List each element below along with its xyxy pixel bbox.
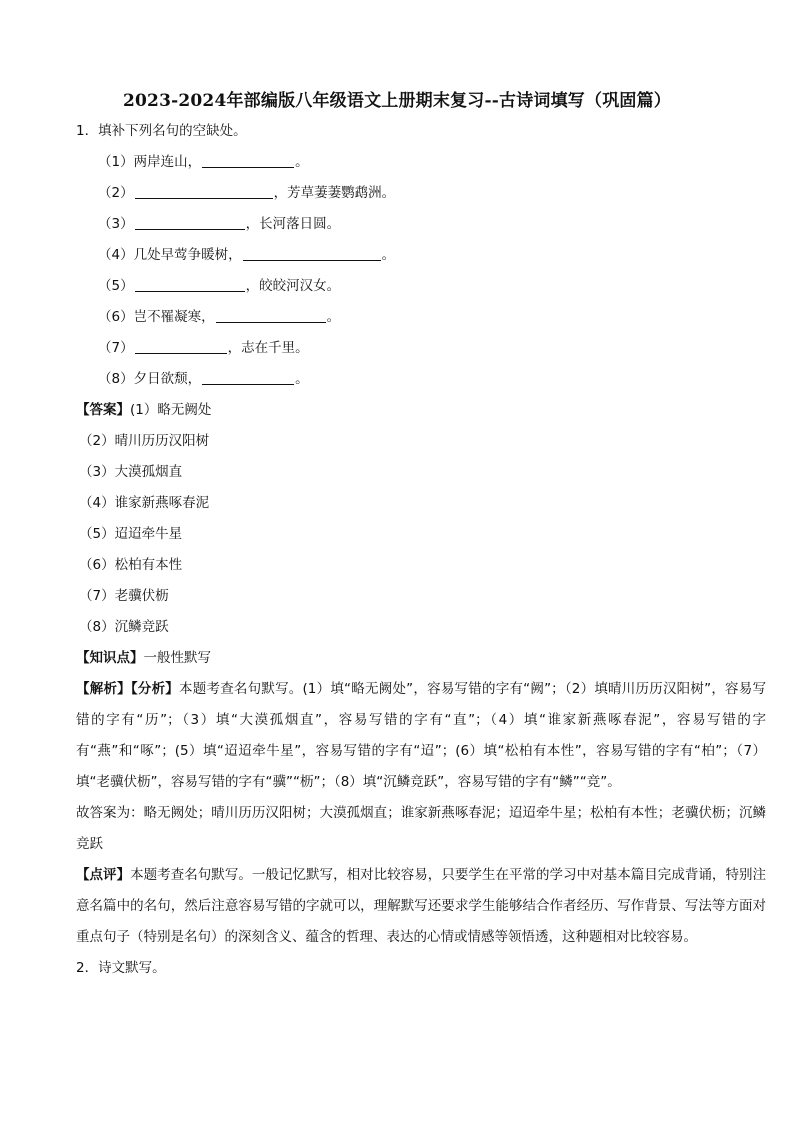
knowledge-label: 【知识点】 <box>76 650 144 666</box>
answer-item-8: （8）沉鳞竞跃 <box>79 619 169 635</box>
knowledge-point <box>76 643 766 674</box>
question-2-stem: 2．诗文默写。 <box>76 960 166 976</box>
fill-blank <box>135 276 245 292</box>
item-text-after: 。 <box>381 247 396 263</box>
question-1-item-8 <box>76 364 766 395</box>
item-number: （7） <box>98 340 134 356</box>
item-text-after: ，皎皎河汉女。 <box>245 278 341 294</box>
question-1-item-5 <box>76 271 766 302</box>
question-1-item-7 <box>76 333 766 364</box>
answer-item-6: （6）松柏有本性 <box>79 557 183 573</box>
fill-blank <box>243 245 381 261</box>
question-1-stem: 1．填补下列名句的空缺处。 <box>76 123 247 139</box>
question-1-item-6 <box>76 302 766 333</box>
answer-item-5: （5）迢迢牵牛星 <box>79 526 183 542</box>
item-number: （8） <box>98 371 134 387</box>
item-text-after: ，志在千里。 <box>227 340 309 356</box>
item-text-before: 几处早莺争暖树， <box>133 247 242 263</box>
fill-blank <box>216 307 326 323</box>
analysis-final-answer: 故答案为：略无阙处；晴川历历汉阳树；大漠孤烟直；谁家新燕啄春泥；迢迢牵牛星；松柏有本性；老骥伏枥；沉鳞竞跃 <box>76 805 766 852</box>
answer-item-2: （2）晴川历历汉阳树 <box>79 433 210 449</box>
question-1-item-2 <box>76 178 766 209</box>
analysis-text: 本题考查名句默写。(1）填“略无阙处”，容易写错的字有“阙”；（2）填晴川历历汉阳树”，容易写错的字有“历”；（3）填“大漠孤烟直”，容易写错的字有“直”；（4）填“谁家新燕啄春泥”，容易写错的字有“燕”和“啄”；(5）填“迢迢牵牛星”，容易写错的字有“迢”；(6）填“松柏有本性”，容易写错的字有“柏”；（7）填“老骥伏枥”，容易写错的字有“骥”“枥”；（8）填“沉鳞竞跃”，容易写错的字有“鳞”“竞”。 <box>76 681 766 790</box>
item-text-after: ，长河落日圆。 <box>245 216 341 232</box>
document-content <box>76 116 766 984</box>
analysis-paragraph <box>76 674 766 798</box>
item-text-after: 。 <box>295 371 309 387</box>
item-number: （5） <box>98 278 134 294</box>
item-number: （3） <box>98 216 134 232</box>
fill-blank <box>135 183 273 199</box>
answer-item-3: （3）大漠孤烟直 <box>79 464 183 480</box>
item-number: （6） <box>98 309 134 325</box>
item-number: （4） <box>98 247 134 263</box>
item-text-after: 。 <box>326 309 341 325</box>
answer-item-4: （4）谁家新燕啄春泥 <box>79 495 210 511</box>
comment-label: 【点评】 <box>76 867 131 883</box>
item-text-before: 岂不罹凝寒， <box>133 309 215 325</box>
item-text-before: 夕日欲颓， <box>133 371 202 387</box>
item-number: （1） <box>98 154 134 170</box>
item-text-after: 。 <box>295 154 309 170</box>
item-number: （2） <box>98 185 134 201</box>
answer-line-1 <box>76 395 766 426</box>
answer-item: (1）略无阙处 <box>130 402 212 418</box>
item-text-after: ，芳草萋萋鹦鹉洲。 <box>273 185 396 201</box>
question-1-item-3 <box>76 209 766 240</box>
fill-blank <box>202 152 294 168</box>
question-1-item-1 <box>76 147 766 178</box>
comment-paragraph <box>76 860 766 953</box>
comment-text: 本题考查名句默写。一般记忆默写，相对比较容易，只要学生在平常的学习中对基本篇目完成背诵，特别注意名篇中的名句，然后注意容易写错的字就可以，理解默写还要求学生能够结合作者经历、写作背景、写法等方面对重点句子（特别是名句）的深刻含义、蕴含的哲理、表达的心情或情感等领悟透，这种题相对比较容易。 <box>76 867 767 945</box>
item-text-before: 两岸连山， <box>133 154 202 170</box>
knowledge-text: 一般性默写 <box>143 650 211 666</box>
answer-item-7: （7）老骥伏枥 <box>79 588 169 604</box>
answer-label: 【答案】 <box>76 402 130 418</box>
page-title: 2023-2024年部编版八年级语文上册期末复习--古诗词填写（巩固篇） <box>123 91 671 111</box>
question-1-item-4 <box>76 240 766 271</box>
fill-blank <box>202 369 294 385</box>
analysis-sublabel: 【分析】 <box>130 681 180 697</box>
analysis-label: 【解析】 <box>76 681 131 697</box>
fill-blank <box>135 214 245 230</box>
fill-blank <box>135 338 227 354</box>
